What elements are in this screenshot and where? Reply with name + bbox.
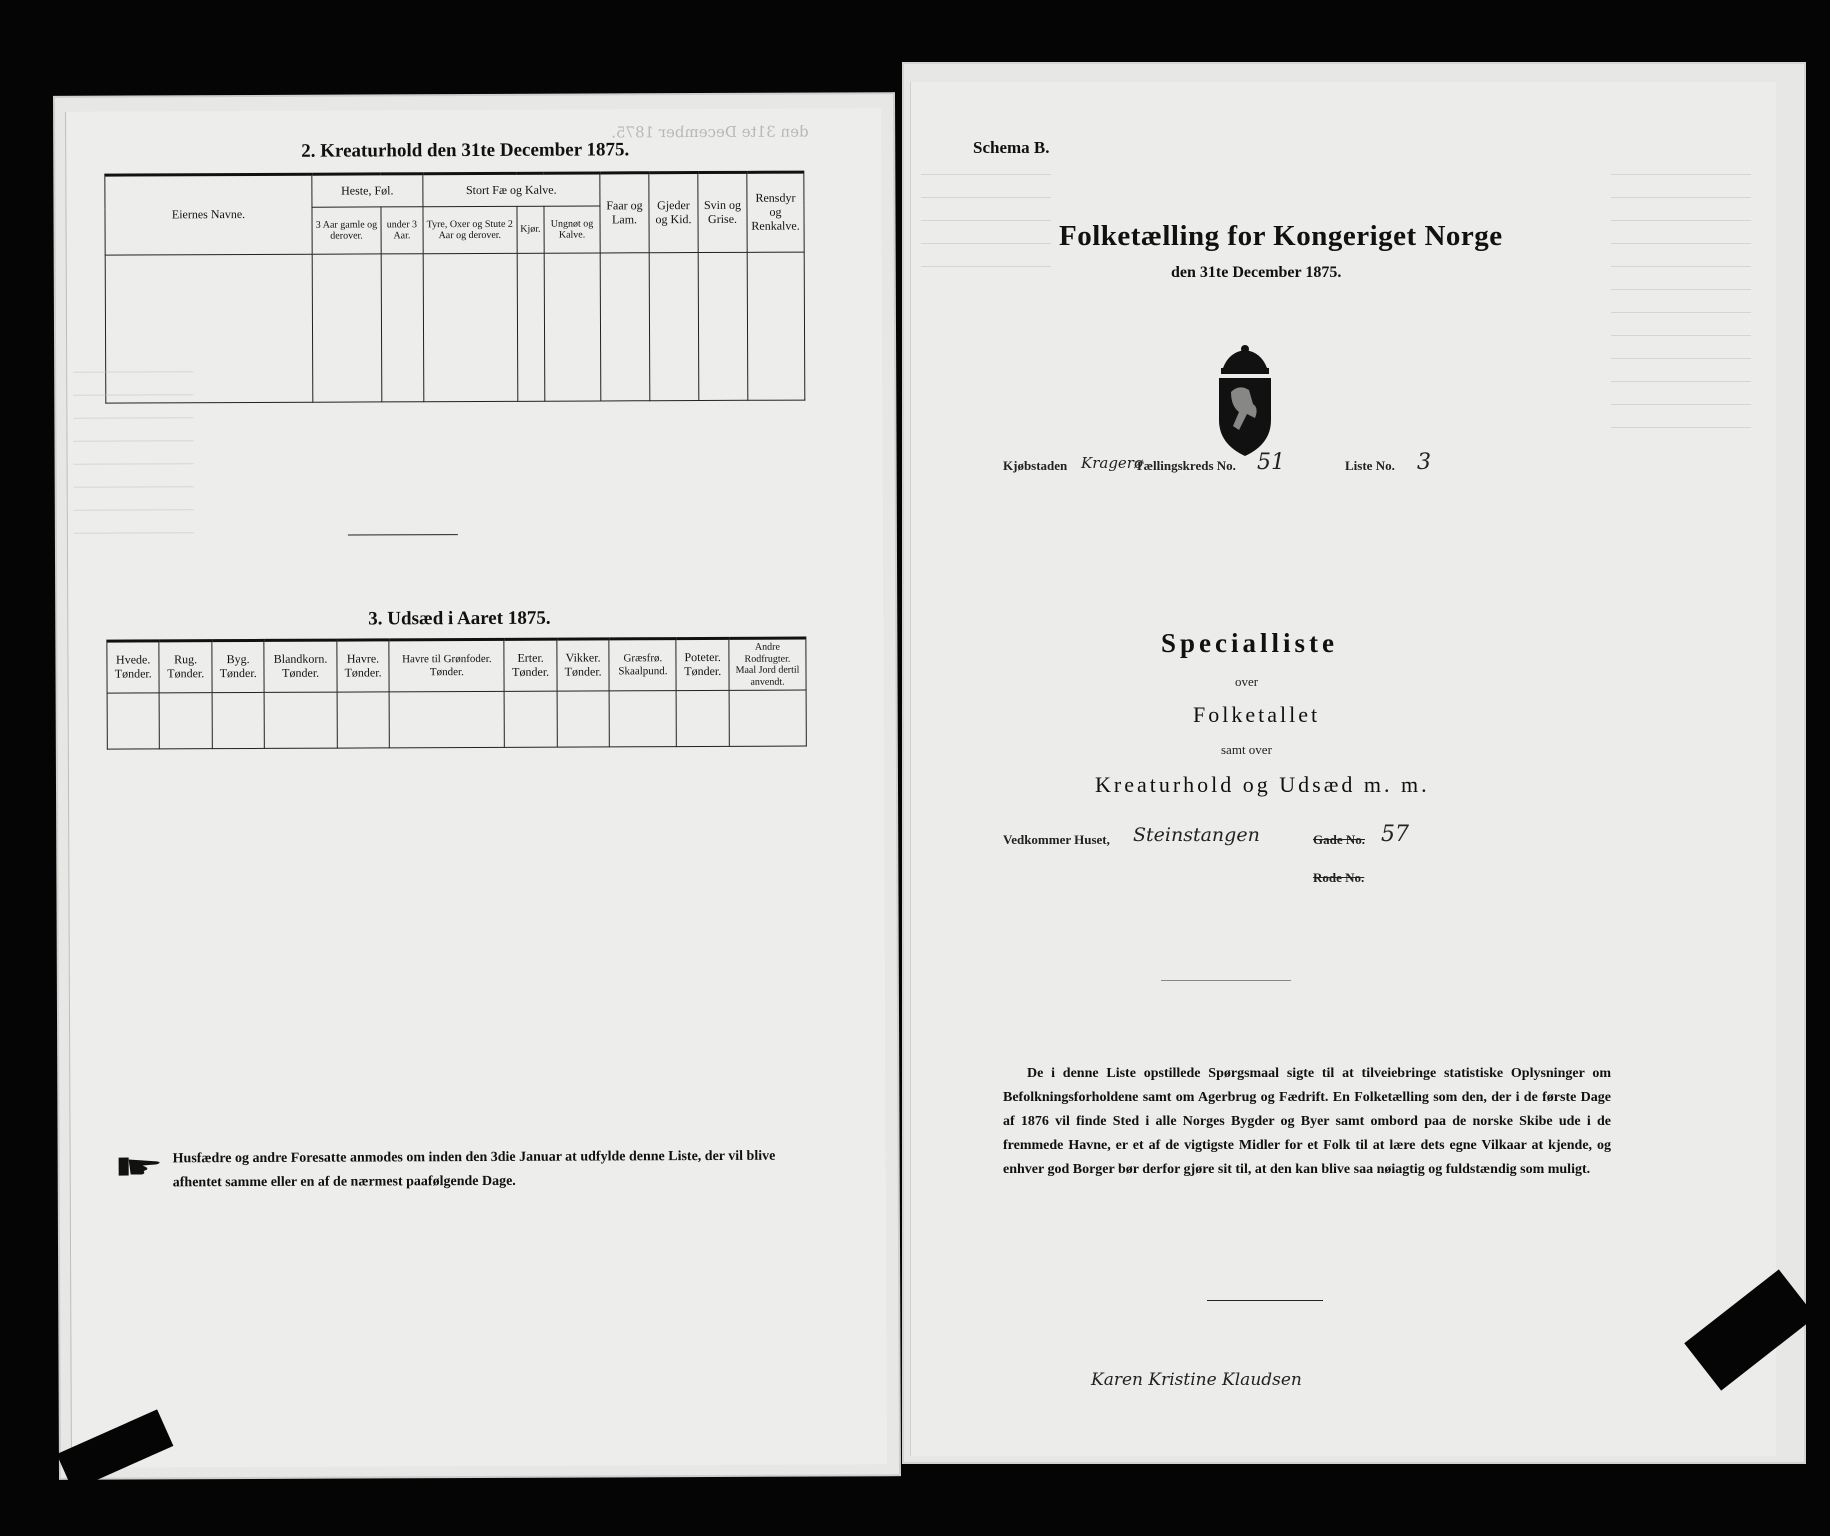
bleed-through-lines [1611, 174, 1751, 450]
col-rye: Rug. Tønder. [159, 641, 212, 693]
col-goats: Gjeder og Kid. [649, 173, 698, 253]
rode-label: Rode No. [1313, 870, 1365, 885]
bleed-through-text: den 31te December 1875. [611, 122, 809, 142]
table-row [107, 690, 806, 749]
vedkommer-label: Vedkommer Huset, [1003, 832, 1110, 847]
left-page [55, 94, 899, 1478]
kjobstad-label: Kjøbstaden [1003, 458, 1068, 473]
specialliste-heading: Specialliste [1161, 628, 1338, 658]
schema-label: Schema B. [973, 138, 1050, 157]
pointing-hand-icon [117, 1153, 165, 1183]
col-wheat: Hvede. Tønder. [107, 641, 160, 693]
col-oats-fodder: Havre til Grønfoder. Tønder. [389, 639, 504, 692]
kjobstad-value: Kragerø [1081, 454, 1143, 472]
coat-of-arms-icon [1209, 344, 1281, 462]
explanation-paragraph: De i denne Liste opstillede Spørgsmaal sigte til at tilveiebringe statistiske Oplysninger om Befolkningsforholdene samt om Agerbrug og Fædrift. En Folketælling som den, der i de første Dage af 1876 vil finde Sted i alle Norges Bygder og Byer samt ombord paa de norske Skibe ude i de fremmede Havne, er et af de vigtigste Midler for et Folk til at lære dets egne Vilkaar at kjende, og enhver god Borger bør derfor gjøre sit til, at den kan blive saa nøiagtig og fuldstændig som muligt. [1003, 1066, 1611, 1177]
left-page-inner [65, 108, 887, 1468]
right-page-inner [910, 82, 1776, 1456]
col-horses-young: under 3 Aar. [381, 207, 423, 254]
signature: Karen Kristine Klaudsen [1091, 1370, 1302, 1390]
gade-label: Gade No. [1313, 832, 1365, 847]
liste-label: Liste No. [1345, 458, 1395, 473]
census-date: den 31te December 1875. [1171, 264, 1342, 281]
notice-text: Husfædre og andre Foresatte anmodes om inden den 3die Januar at udfylde denne Liste, der vil blive afhentet samme eller en af de nærmest paafølgende Dage. [172, 1148, 776, 1191]
over-text: over [1235, 674, 1259, 689]
bleed-through-lines [921, 174, 1051, 289]
col-vetch: Vikker. Tønder. [557, 639, 610, 691]
kreds-label: Tællingskreds No. [1135, 458, 1236, 473]
section3-title: 3. Udsæd i Aaret 1875. [368, 607, 551, 630]
col-sheep: Faar og Lam. [600, 173, 649, 253]
col-cattle: Stort Fæ og Kalve. [423, 173, 600, 207]
folketallet-heading: Folketallet [1193, 702, 1321, 727]
divider-line [348, 534, 458, 535]
livestock-table [104, 171, 805, 404]
page-title: Folketælling for Kongeriget Norge [1059, 220, 1503, 252]
samt-over-text: samt over [1221, 742, 1272, 757]
col-horses-adult: 3 Aar gamle og derover. [312, 207, 381, 254]
bleed-through-lines [73, 371, 194, 556]
col-mixed-grain: Blandkorn. Tønder. [264, 640, 337, 692]
col-other-roots: Andre Rodfrugter. Maal Jord dertil anvendt. [729, 638, 806, 690]
table-row [105, 252, 805, 403]
col-cows: Kjør. [517, 206, 544, 253]
col-young-cattle: Ungnøt og Kalve. [544, 206, 600, 253]
col-potatoes: Poteter. Tønder. [676, 638, 729, 690]
gade-value: 57 [1381, 822, 1409, 847]
house-name: Steinstangen [1133, 824, 1260, 846]
kreds-value: 51 [1257, 450, 1285, 475]
divider-line [1207, 1300, 1323, 1301]
col-owner-names: Eiernes Navne. [105, 174, 312, 255]
col-grass-seed: Græsfrø. Skaalpund. [609, 639, 676, 691]
col-pigs: Svin og Grise. [698, 172, 747, 252]
col-horses: Heste, Føl. [312, 174, 423, 208]
section2-title: 2. Kreaturhold den 31te December 1875. [301, 139, 630, 162]
col-oats: Havre. Tønder. [337, 640, 390, 692]
divider-line [1161, 980, 1291, 981]
liste-value: 3 [1417, 450, 1431, 475]
sowing-table [106, 637, 806, 750]
col-reindeer: Rensdyr og Renkalve. [747, 172, 804, 252]
col-barley: Byg. Tønder. [212, 640, 265, 692]
col-bulls-oxen: Tyre, Oxer og Stute 2 Aar og derover. [423, 206, 517, 253]
kreaturhold-heading: Kreaturhold og Udsæd m. m. [1095, 772, 1430, 797]
right-page [904, 64, 1804, 1462]
col-peas: Erter. Tønder. [504, 639, 557, 691]
